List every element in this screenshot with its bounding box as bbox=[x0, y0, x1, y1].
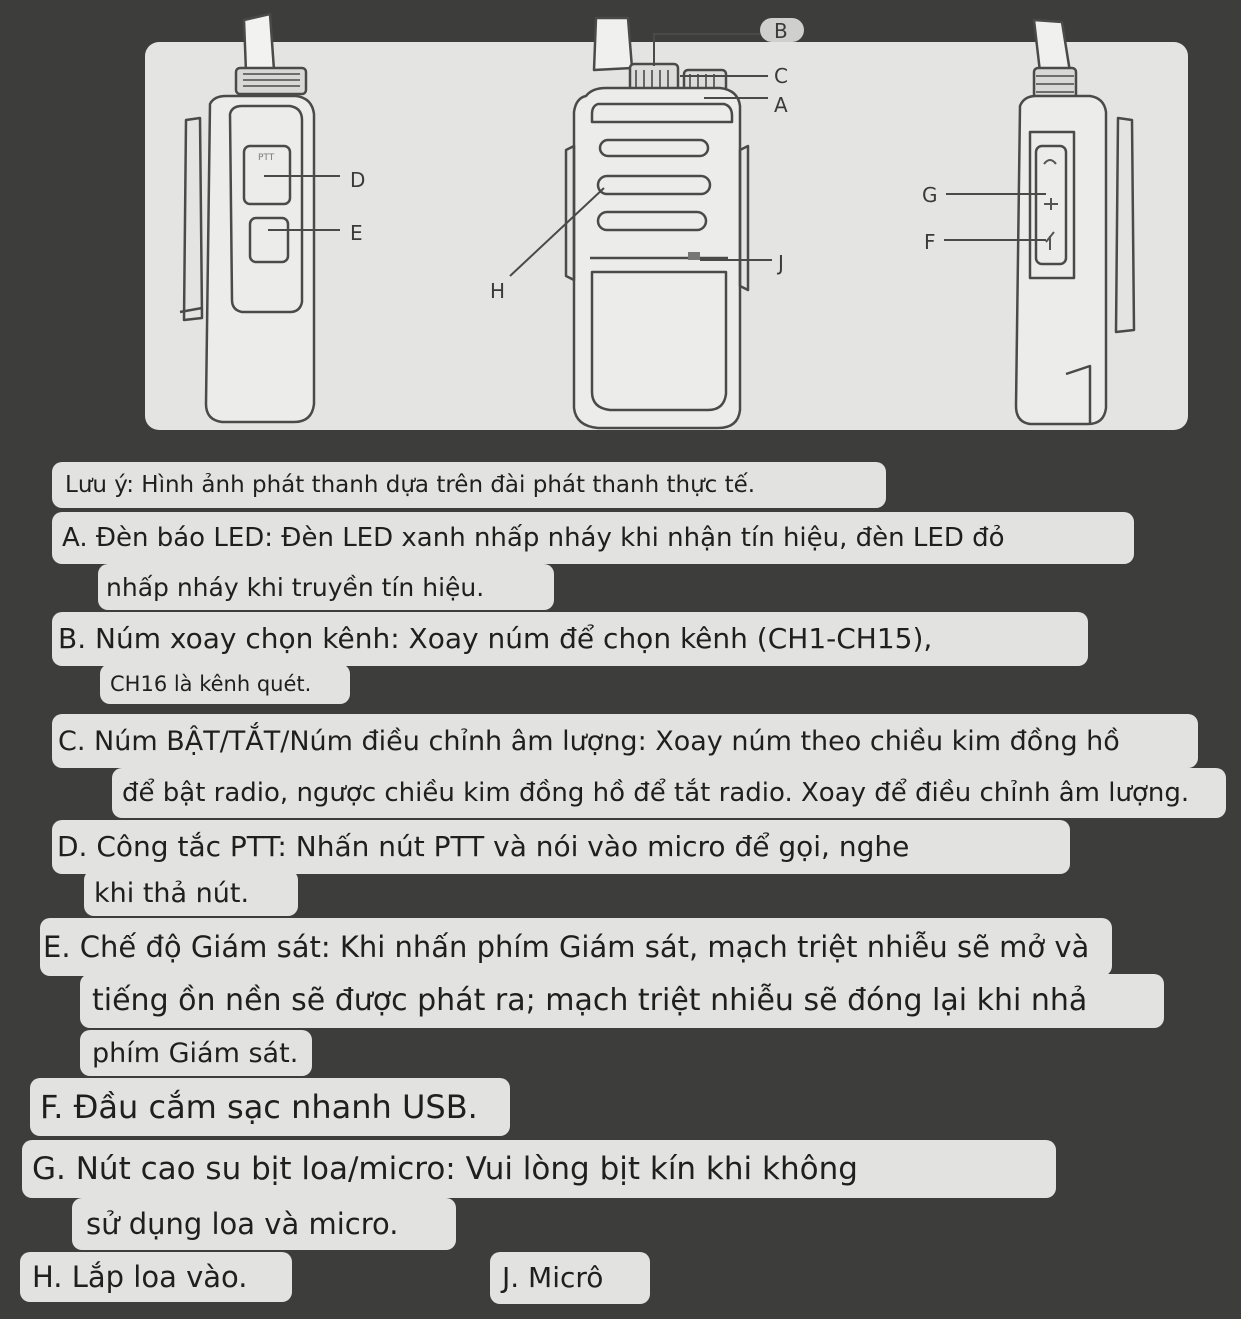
item-b-line1: B. Núm xoay chọn kênh: Xoay núm để chọn kênh (CH1-CH15), bbox=[52, 612, 1088, 666]
item-e-line2: tiếng ồn nền sẽ được phát ra; mạch triệt nhiễu sẽ đóng lại khi nhả bbox=[80, 974, 1164, 1028]
label-f: F bbox=[924, 230, 936, 254]
item-g-line2: sử dụng loa và micro. bbox=[72, 1198, 456, 1250]
label-e: E bbox=[350, 221, 363, 245]
label-d: D bbox=[350, 168, 366, 192]
item-f-line1: F. Đầu cắm sạc nhanh USB. bbox=[30, 1078, 510, 1136]
right-radio-side-view bbox=[1016, 20, 1134, 424]
item-g-line1: G. Nút cao su bịt loa/micro: Vui lòng bịt kín khi không bbox=[22, 1140, 1056, 1198]
label-c: C bbox=[774, 64, 788, 88]
item-a-line2: nhấp nháy khi truyền tín hiệu. bbox=[98, 564, 554, 610]
item-d-line2: khi thả nút. bbox=[84, 870, 298, 916]
item-e-line1: E. Chế độ Giám sát: Khi nhấn phím Giám sát, mạch triệt nhiễu sẽ mở và bbox=[40, 918, 1112, 976]
note-text: Lưu ý: Hình ảnh phát thanh dựa trên đài phát thanh thực tế. bbox=[52, 462, 886, 508]
label-b: B bbox=[774, 19, 788, 43]
microphone-hole-icon bbox=[688, 252, 700, 260]
left-radio-side-view bbox=[180, 14, 314, 422]
label-j: J bbox=[778, 251, 784, 275]
item-h-line1: H. Lắp loa vào. bbox=[20, 1252, 292, 1302]
radio-diagram bbox=[0, 0, 1241, 450]
item-c-line2: để bật radio, ngược chiều kim đồng hồ để tắt radio. Xoay để điều chỉnh âm lượng. bbox=[112, 768, 1226, 818]
label-g: G bbox=[922, 183, 938, 207]
item-a-line1: A. Đèn báo LED: Đèn LED xanh nhấp nháy khi nhận tín hiệu, đèn LED đỏ bbox=[52, 512, 1134, 564]
item-e-line3: phím Giám sát. bbox=[80, 1030, 312, 1076]
center-radio-front-view bbox=[566, 18, 748, 428]
item-b-line2: CH16 là kênh quét. bbox=[100, 664, 350, 704]
label-h: H bbox=[490, 279, 506, 303]
item-d-line1: D. Công tắc PTT: Nhấn nút PTT và nói vào micro để gọi, nghe bbox=[52, 820, 1070, 874]
ptt-button-label: PTT bbox=[258, 153, 275, 163]
label-a: A bbox=[774, 93, 788, 117]
item-c-line1: C. Núm BẬT/TẮT/Núm điều chỉnh âm lượng: Xoay núm theo chiều kim đồng hồ bbox=[52, 714, 1198, 768]
item-j-line1: J. Micrô bbox=[490, 1252, 650, 1304]
